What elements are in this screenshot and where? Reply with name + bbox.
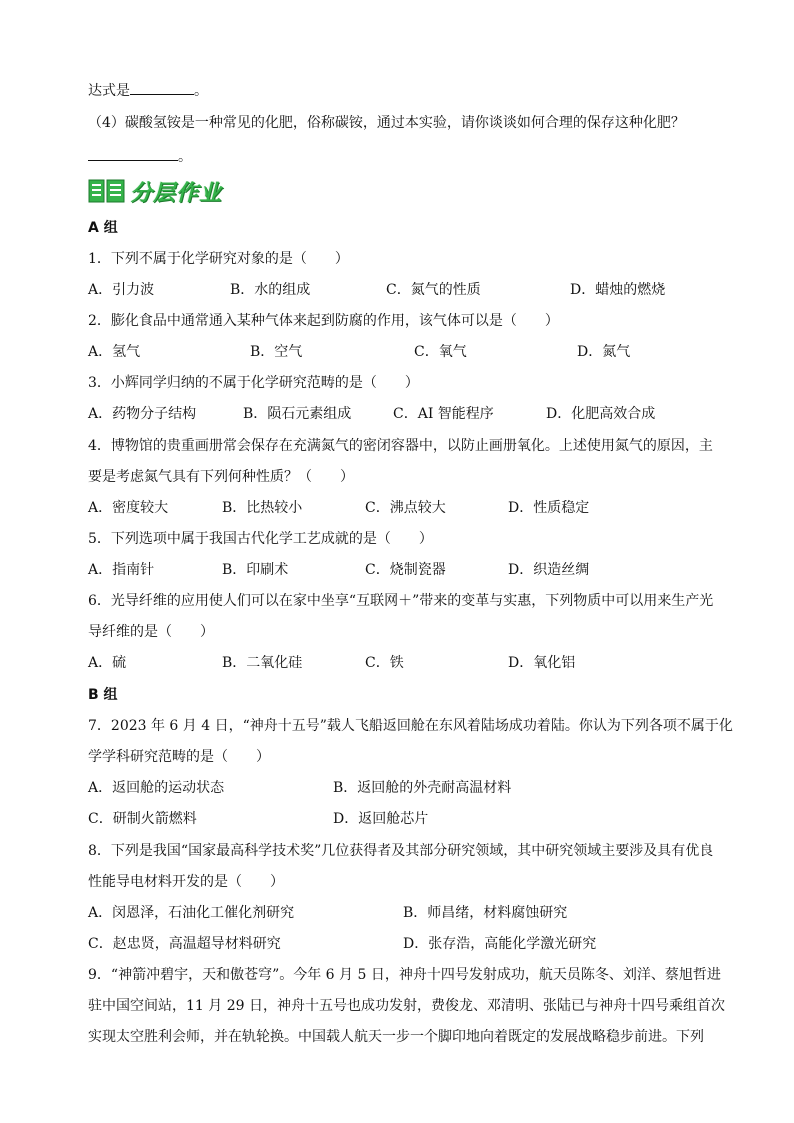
q4-option-d: D．性质稳定	[508, 500, 590, 516]
q8-option-b: B．师昌绪，材料腐蚀研究	[403, 905, 568, 921]
q8-option-a: A．闵恩泽，石油化工催化剂研究	[88, 905, 295, 921]
question-1: 1．下列不属于化学研究对象的是（ ）	[88, 251, 349, 267]
subquestion-4-text: （4）碳酸氢铵是一种常见的化肥，俗称碳铵，通过本实验，请你谈谈如何合理的保存这种化肥？	[88, 115, 685, 131]
q3-option-d: D．化肥高效合成	[546, 406, 656, 422]
q4-option-a: A．密度较大	[88, 500, 169, 516]
group-b-heading: B 组	[88, 687, 118, 703]
q3-option-a: A．药物分子结构	[88, 406, 197, 422]
question-8-line1: 8．下列是我国“国家最高科学技术奖”几位获得者及其部分研究领域，其中研究领域主要涉及具有优良	[88, 843, 714, 859]
q8-option-d: D．张存浩，高能化学激光研究	[403, 936, 597, 952]
q2-option-a: A．氢气	[88, 344, 141, 360]
question-8-line2: 性能导电材料开发的是（ ）	[88, 874, 284, 890]
q4-option-c: C．沸点较大	[365, 500, 446, 516]
question-6-line2: 导纤维的是（ ）	[88, 624, 214, 640]
q2-option-c: C．氧气	[414, 344, 467, 360]
q2-option-d: D．氮气	[577, 344, 631, 360]
q7-option-b: B．返回舱的外壳耐高温材料	[333, 780, 512, 796]
q7-option-d: D．返回舱芯片	[333, 811, 429, 827]
q4-option-b: B．比热较小	[222, 500, 303, 516]
q6-option-a: A．硫	[88, 655, 127, 671]
answer-blank	[88, 146, 178, 161]
q3-option-c: C．AI 智能程序	[393, 406, 494, 422]
q6-option-b: B．二氧化硅	[222, 655, 303, 671]
question-7-line2: 学学科研究范畴的是（ ）	[88, 749, 270, 765]
q8-option-c: C．赵忠贤，高温超导材料研究	[88, 936, 281, 952]
group-a-heading: A 组	[88, 220, 118, 236]
q6-option-d: D．氧化铝	[508, 655, 576, 671]
q3-option-b: B．陨石元素组成	[243, 406, 352, 422]
q6-option-c: C．铁	[365, 655, 404, 671]
question-9-line1: 9．“神箭冲碧宇，天和傲苍穹”。今年 6 月 5 日，神舟十四号发射成功，航天员陈冬、刘洋、蔡旭哲进	[88, 967, 721, 983]
q7-option-c: C．研制火箭燃料	[88, 811, 197, 827]
answer-blank	[130, 80, 194, 95]
question-6-line1: 6．光导纤维的应用使人们可以在家中坐享“互联网＋”带来的变革与实惠，下列物质中可以用来生产光	[88, 593, 714, 609]
subquestion-4	[88, 113, 685, 133]
q5-option-b: B．印刷术	[222, 562, 289, 578]
q5-option-d: D．织造丝绸	[508, 562, 590, 578]
q5-option-a: A．指南针	[88, 562, 155, 578]
section-banner	[88, 177, 222, 205]
period-text: 。	[194, 83, 208, 99]
question-9-line3: 实现太空胜利会师，并在轨轮换。中国载人航天一步一个脚印地向着既定的发展战略稳步前进。下列	[88, 1029, 704, 1045]
subquestion-4-answer	[88, 146, 192, 167]
question-4-line2: 要是考虑氮气具有下列何种性质？（ ）	[88, 469, 354, 485]
q1-option-d: D．蜡烛的燃烧	[570, 282, 666, 298]
question-3: 3．小辉同学归纳的不属于化学研究范畴的是（ ）	[88, 375, 419, 391]
prev-line1-text: 达式是	[88, 83, 130, 99]
notebook-icon	[88, 178, 126, 204]
question-4-line1: 4．博物馆的贵重画册常会保存在充满氮气的密闭容器中，以防止画册氧化。上述使用氮气的原因，主	[88, 438, 713, 454]
question-9-line2: 驻中国空间站，11 月 29 日，神舟十五号也成功发射，费俊龙、邓清明、张陆已与神舟十四号乘组首次	[88, 998, 725, 1014]
q5-option-c: C．烧制瓷器	[365, 562, 446, 578]
question-5: 5．下列选项中属于我国古代化学工艺成就的是（ ）	[88, 531, 433, 547]
q1-option-b: B．水的组成	[230, 282, 311, 298]
prev-question-tail	[88, 80, 208, 101]
q1-option-c: C．氮气的性质	[386, 282, 481, 298]
period-text: 。	[178, 149, 192, 165]
question-2: 2．膨化食品中通常通入某种气体来起到防腐的作用，该气体可以是（ ）	[88, 313, 559, 329]
q7-option-a: A．返回舱的运动状态	[88, 780, 225, 796]
section-title: 分层作业	[130, 180, 223, 206]
q1-option-a: A．引力波	[88, 282, 155, 298]
question-7-line1: 7．2023 年 6 月 4 日，“神舟十五号”载人飞船返回舱在东风着陆场成功着陆。你认为下列各项不属于化	[88, 718, 733, 734]
q2-option-b: B．空气	[250, 344, 303, 360]
